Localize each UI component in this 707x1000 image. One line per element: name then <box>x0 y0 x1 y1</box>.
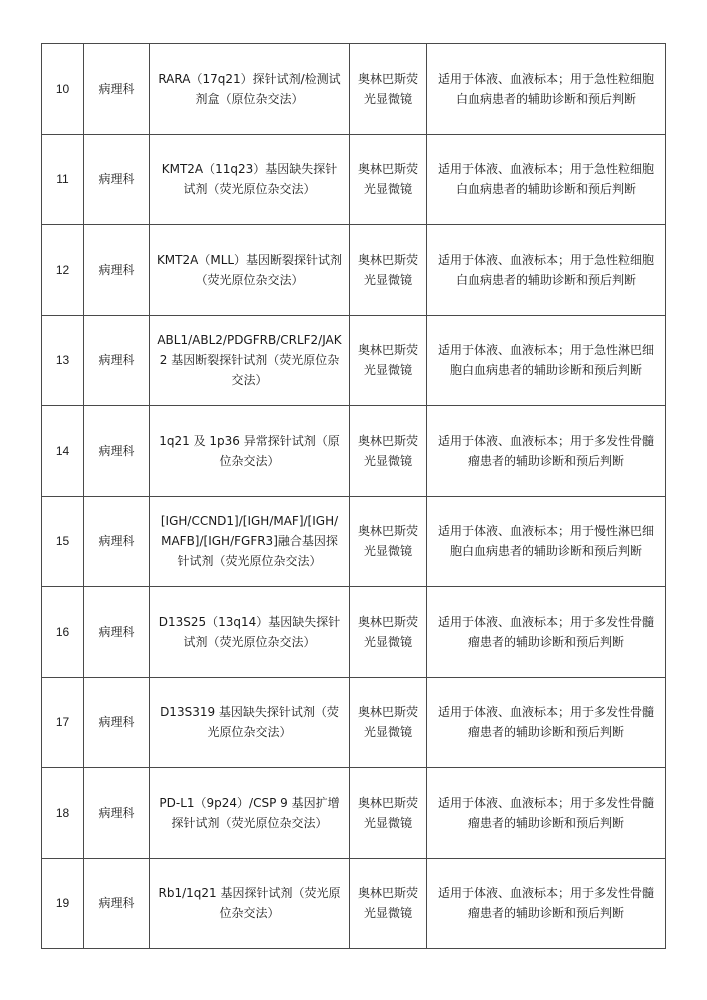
description-cell: 适用于体液、血液标本；用于急性粒细胞白血病患者的辅助诊断和预后判断 <box>427 134 666 225</box>
instrument-cell: 奥林巴斯荧光显微镜 <box>350 496 427 587</box>
row-number: 17 <box>42 677 84 768</box>
department-cell: 病理科 <box>84 587 150 678</box>
row-number: 18 <box>42 768 84 859</box>
row-number: 16 <box>42 587 84 678</box>
row-number: 10 <box>42 44 84 135</box>
department-cell: 病理科 <box>84 768 150 859</box>
department-cell: 病理科 <box>84 858 150 949</box>
table-row <box>42 44 666 135</box>
description-cell: 适用于体液、血液标本；用于多发性骨髓瘤患者的辅助诊断和预后判断 <box>427 677 666 768</box>
instrument-cell: 奥林巴斯荧光显微镜 <box>350 134 427 225</box>
reagent-name-cell: KMT2A（MLL）基因断裂探针试剂（荧光原位杂交法） <box>150 225 350 316</box>
description-cell: 适用于体液、血液标本；用于急性淋巴细胞白血病患者的辅助诊断和预后判断 <box>427 315 666 406</box>
instrument-cell: 奥林巴斯荧光显微镜 <box>350 315 427 406</box>
reagent-table <box>41 43 666 949</box>
row-number: 12 <box>42 225 84 316</box>
table-row <box>42 587 666 678</box>
department-cell: 病理科 <box>84 677 150 768</box>
department-cell: 病理科 <box>84 225 150 316</box>
table-row <box>42 858 666 949</box>
instrument-cell: 奥林巴斯荧光显微镜 <box>350 858 427 949</box>
instrument-cell: 奥林巴斯荧光显微镜 <box>350 225 427 316</box>
reagent-name-cell: PD-L1（9p24）/CSP 9 基因扩增探针试剂（荧光原位杂交法） <box>150 768 350 859</box>
description-cell: 适用于体液、血液标本；用于多发性骨髓瘤患者的辅助诊断和预后判断 <box>427 858 666 949</box>
instrument-cell: 奥林巴斯荧光显微镜 <box>350 44 427 135</box>
reagent-name-cell: KMT2A（11q23）基因缺失探针试剂（荧光原位杂交法） <box>150 134 350 225</box>
department-cell: 病理科 <box>84 496 150 587</box>
description-cell: 适用于体液、血液标本；用于急性粒细胞白血病患者的辅助诊断和预后判断 <box>427 44 666 135</box>
reagent-name-cell: D13S319 基因缺失探针试剂（荧光原位杂交法） <box>150 677 350 768</box>
instrument-cell: 奥林巴斯荧光显微镜 <box>350 768 427 859</box>
table-row <box>42 406 666 497</box>
description-cell: 适用于体液、血液标本；用于急性粒细胞白血病患者的辅助诊断和预后判断 <box>427 225 666 316</box>
row-number: 19 <box>42 858 84 949</box>
reagent-name-cell: ABL1/ABL2/PDGFRB/CRLF2/JAK2 基因断裂探针试剂（荧光原位杂交法） <box>150 315 350 406</box>
table-row <box>42 677 666 768</box>
row-number: 14 <box>42 406 84 497</box>
table-row <box>42 496 666 587</box>
reagent-name-cell: [IGH/CCND1]/[IGH/MAF]/[IGH/MAFB]/[IGH/FGFR3]融合基因探针试剂（荧光原位杂交法） <box>150 496 350 587</box>
reagent-name-cell: 1q21 及 1p36 异常探针试剂（原位杂交法） <box>150 406 350 497</box>
row-number: 15 <box>42 496 84 587</box>
instrument-cell: 奥林巴斯荧光显微镜 <box>350 677 427 768</box>
row-number: 11 <box>42 134 84 225</box>
reagent-name-cell: D13S25（13q14）基因缺失探针试剂（荧光原位杂交法） <box>150 587 350 678</box>
department-cell: 病理科 <box>84 315 150 406</box>
instrument-cell: 奥林巴斯荧光显微镜 <box>350 406 427 497</box>
department-cell: 病理科 <box>84 44 150 135</box>
description-cell: 适用于体液、血液标本；用于慢性淋巴细胞白血病患者的辅助诊断和预后判断 <box>427 496 666 587</box>
instrument-cell: 奥林巴斯荧光显微镜 <box>350 587 427 678</box>
reagent-name-cell: RARA（17q21）探针试剂/检测试剂盒（原位杂交法） <box>150 44 350 135</box>
department-cell: 病理科 <box>84 406 150 497</box>
table-row <box>42 225 666 316</box>
table-row <box>42 768 666 859</box>
department-cell: 病理科 <box>84 134 150 225</box>
description-cell: 适用于体液、血液标本；用于多发性骨髓瘤患者的辅助诊断和预后判断 <box>427 406 666 497</box>
description-cell: 适用于体液、血液标本；用于多发性骨髓瘤患者的辅助诊断和预后判断 <box>427 587 666 678</box>
row-number: 13 <box>42 315 84 406</box>
reagent-name-cell: Rb1/1q21 基因探针试剂（荧光原位杂交法） <box>150 858 350 949</box>
table-row <box>42 315 666 406</box>
table-row <box>42 134 666 225</box>
description-cell: 适用于体液、血液标本；用于多发性骨髓瘤患者的辅助诊断和预后判断 <box>427 768 666 859</box>
